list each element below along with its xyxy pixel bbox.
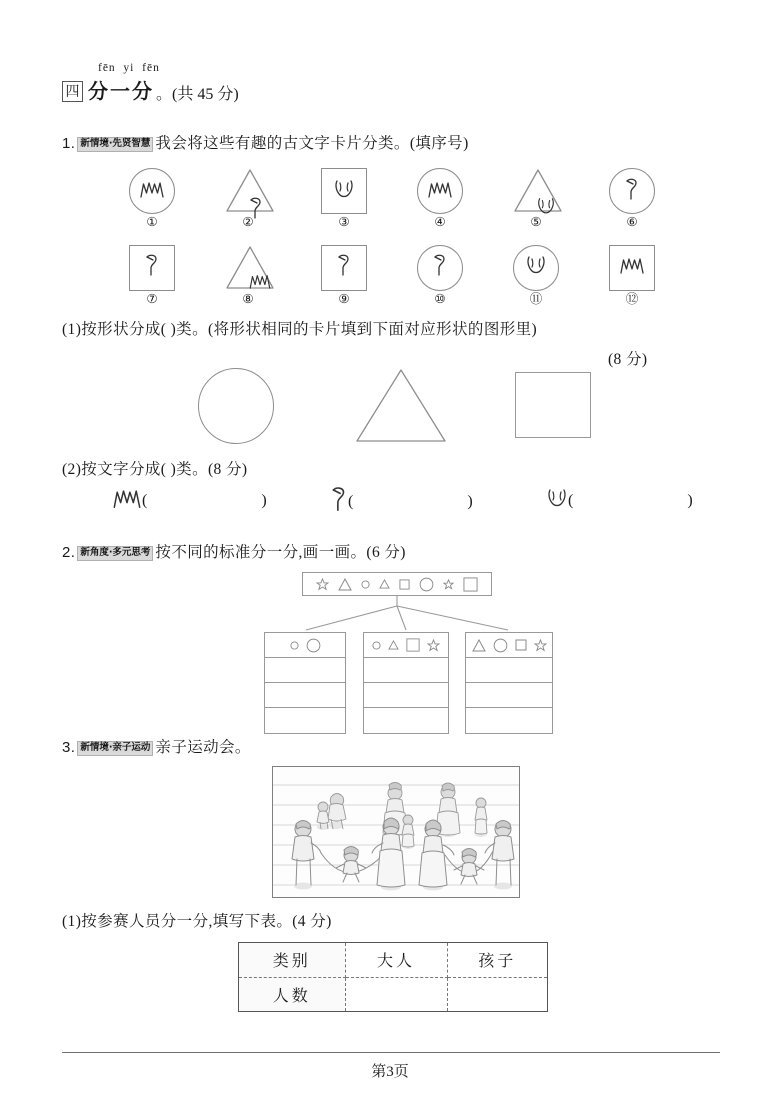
circle-large-icon [419,577,434,592]
blank-open-paren: ( [348,492,354,510]
star-outline-icon [534,639,547,652]
glyph-heart-icon [333,178,355,205]
glyph-heart-icon [525,254,547,281]
glyph-hook-icon [336,253,352,282]
tree-root-box [302,572,492,596]
star-outline-icon [316,578,329,591]
section-number-badge: 四 [62,81,83,102]
card-index: ① [146,214,158,229]
card-frame-circle [417,168,463,214]
tree-child-empty-row[interactable] [466,683,552,708]
glyph-card[interactable] [214,245,282,306]
glyph-card-row-2 [118,245,666,306]
glyph-mountain-icon [619,256,645,279]
table-row-label: 类别 [239,943,345,977]
sports-meet-illustration [272,766,520,898]
triangle-outline-icon [338,578,352,591]
tree-child-box-1[interactable] [264,632,346,734]
circle-large-icon [306,638,321,653]
glyph-hook-icon [330,485,348,518]
question-1-sub-1-score: (8 分) [608,351,648,368]
triangle-small-icon [388,640,399,650]
blank-open-paren: ( [568,491,574,509]
answer-shape-circle[interactable] [198,368,274,444]
card-index: ⑨ [338,290,350,306]
tree-child-filled-row [265,633,345,658]
card-frame-circle [609,168,655,214]
tree-child-empty-row[interactable] [265,708,345,733]
card-frame-square [321,245,367,291]
card-frame-triangle [513,168,559,214]
square-large-icon [406,638,420,652]
glyph-blank-heart[interactable] [546,486,693,515]
blank-close-paren: ) [467,492,473,510]
card-frame-circle [129,168,175,214]
page-number: 第3页 [371,1064,409,1080]
question-2-badge: 新角度·多元思考 [77,546,153,561]
triangle-outline-icon [472,639,486,652]
table-row [239,943,547,977]
card-index: ② [242,214,254,229]
card-index: ⑧ [242,290,254,306]
glyph-card[interactable] [118,168,186,229]
table-cell-input[interactable] [345,977,447,1011]
table-row [239,977,547,1011]
card-index: ③ [338,214,350,229]
card-frame-circle [417,245,463,291]
question-3-number: 3. [62,739,76,756]
question-1-text: 我会将这些有趣的古文字卡片分类。(填序号) [155,135,469,152]
card-frame-square [321,168,367,214]
glyph-card[interactable] [598,168,666,229]
blank-close-paren: ) [687,491,693,509]
glyph-card[interactable] [406,168,474,229]
question-3-prompt [62,736,251,760]
glyph-card[interactable] [118,245,186,306]
card-frame-circle [513,245,559,291]
glyph-card-grid [118,168,666,305]
glyph-hook-icon [624,177,640,206]
question-1-sub-2-text: (2)按文字分成( )类。(8 分) [62,461,248,478]
section-title: 分一分 [88,81,154,103]
blank-open-paren: ( [142,491,148,509]
tree-child-box-2[interactable] [363,632,449,734]
answer-shape-square[interactable] [515,372,591,438]
question-3-badge: 新情境·亲子运动 [77,741,153,756]
card-index: ⑩ [434,290,446,306]
triangle-small-icon [379,579,390,589]
classification-tree-diagram [250,572,550,722]
star-small-icon [443,579,454,590]
question-2-prompt [62,541,406,565]
card-index: ⑫ [625,290,639,306]
glyph-hook-icon [432,253,448,282]
blank-close-paren: ) [261,491,267,509]
section-score: 。(共 45 分) [156,86,239,103]
table-cell: 大人 [345,943,447,977]
question-3-sub-1-text: (1)按参赛人员分一分,填写下表。(4 分) [62,913,332,930]
footer-divider [62,1052,720,1053]
tree-child-empty-row[interactable] [364,708,448,733]
table-row-label: 人数 [239,977,345,1011]
tree-child-empty-row[interactable] [466,658,552,683]
circle-small-icon [372,641,381,650]
card-index: ⑪ [529,290,543,306]
table-cell-input[interactable] [447,977,547,1011]
card-frame-square [609,245,655,291]
card-index: ④ [434,214,446,229]
tree-child-filled-row [364,633,448,658]
circle-small-icon [361,580,370,589]
glyph-mountain-icon [112,487,142,514]
tree-child-empty-row[interactable] [364,683,448,708]
tree-child-filled-row [466,633,552,658]
glyph-card[interactable] [310,168,378,229]
glyph-blank-mountain[interactable] [112,487,267,514]
glyph-hook-icon [144,253,160,282]
question-2-text: 按不同的标准分一分,画一画。(6 分) [155,544,406,561]
glyph-mountain-icon [139,180,165,203]
square-small-icon [515,639,527,651]
card-index: ⑦ [146,290,158,306]
glyph-mountain-icon [427,180,453,203]
card-frame-triangle [225,245,271,291]
glyph-blank-hook[interactable] [330,485,473,518]
glyph-heart-icon [546,486,568,515]
question-1-sub-1-text: (1)按形状分成( )类。(将形状相同的卡片填到下面对应形状的图形里) [62,321,538,338]
answer-shape-row [150,366,630,446]
section-header [62,62,722,104]
question-3-text: 亲子运动会。 [155,739,251,756]
tree-child-empty-row[interactable] [265,658,345,683]
circle-large-icon [493,638,508,653]
question-1-badge: 新情境·先贤智慧 [77,137,153,152]
card-frame-square [129,245,175,291]
glyph-card[interactable] [502,245,570,306]
glyph-card[interactable] [502,168,570,229]
glyph-card[interactable] [598,245,666,306]
section-pinyin: fēn yi fēn [98,62,160,74]
glyph-card-row-1 [118,168,666,229]
card-index: ⑤ [530,214,542,229]
participant-count-table [238,942,548,1012]
square-large-icon [463,577,478,592]
glyph-card[interactable] [310,245,378,306]
circle-small-icon [290,641,299,650]
question-1-prompt [62,132,469,156]
tree-child-empty-row[interactable] [466,708,552,733]
table-cell: 孩子 [447,943,547,977]
tree-child-empty-row[interactable] [364,658,448,683]
glyph-card[interactable] [406,245,474,306]
square-small-icon [399,579,410,590]
card-frame-triangle [225,168,271,214]
glyph-card[interactable] [214,168,282,229]
question-2-number: 2. [62,544,76,561]
tree-child-empty-row[interactable] [265,683,345,708]
question-1-number: 1. [62,135,76,152]
star-outline-icon [427,639,440,652]
answer-shape-triangle[interactable] [355,368,447,444]
card-index: ⑥ [626,214,638,229]
tree-child-box-3[interactable] [465,632,553,734]
